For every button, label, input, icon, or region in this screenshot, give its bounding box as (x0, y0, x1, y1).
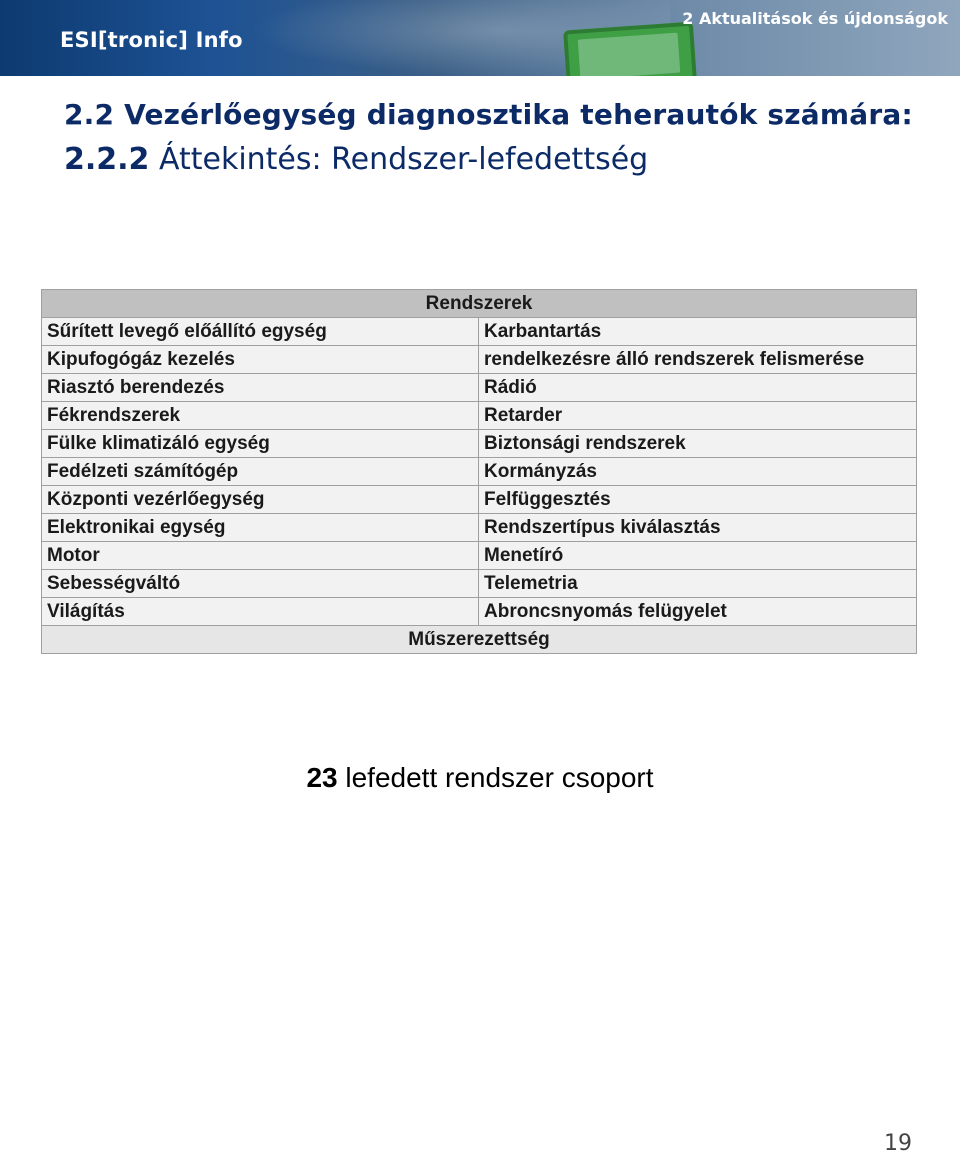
table-cell: Rendszertípus kiválasztás (479, 514, 917, 542)
subtitle-number: 2.2.2 (64, 142, 150, 177)
table-cell: Központi vezérlőegység (42, 486, 479, 514)
table-body (42, 318, 917, 626)
table-cell: Felfüggesztés (479, 486, 917, 514)
diagnostic-device-image (563, 22, 697, 76)
table-row (42, 570, 917, 598)
header-banner (0, 0, 960, 76)
page-subtitle (64, 142, 648, 177)
table-header-row (42, 290, 917, 318)
table-row (42, 346, 917, 374)
table-cell: Motor (42, 542, 479, 570)
table-row (42, 430, 917, 458)
table-row (42, 402, 917, 430)
table-header: Rendszerek (42, 290, 917, 318)
table-row (42, 514, 917, 542)
coverage-text: lefedett rendszer csoport (345, 762, 654, 793)
table-footer-row (42, 626, 917, 654)
table-row (42, 458, 917, 486)
table-footer: Műszerezettség (42, 626, 917, 654)
table-row (42, 486, 917, 514)
table-row (42, 318, 917, 346)
table-cell: Sebességváltó (42, 570, 479, 598)
table-cell: Riasztó berendezés (42, 374, 479, 402)
table-cell: Fékrendszerek (42, 402, 479, 430)
table-cell: Abroncsnyomás felügyelet (479, 598, 917, 626)
table-cell: Fedélzeti számítógép (42, 458, 479, 486)
table-cell: Karbantartás (479, 318, 917, 346)
table-cell: Rádió (479, 374, 917, 402)
systems-table (41, 289, 917, 654)
table-row (42, 542, 917, 570)
brand-title: ESI[tronic] Info (60, 28, 243, 52)
coverage-count: 23 (306, 762, 338, 793)
table-cell: Biztonsági rendszerek (479, 430, 917, 458)
coverage-summary (0, 762, 960, 794)
page-title: 2.2 Vezérlőegység diagnosztika teherautók számára: (64, 98, 913, 131)
section-title: 2 Aktualitások és újdonságok (682, 9, 948, 28)
table-cell: Kormányzás (479, 458, 917, 486)
table-cell: Retarder (479, 402, 917, 430)
table-cell: Fülke klimatizáló egység (42, 430, 479, 458)
table-cell: Világítás (42, 598, 479, 626)
table-cell: Elektronikai egység (42, 514, 479, 542)
table-cell: rendelkezésre álló rendszerek felismerése (479, 346, 917, 374)
table-cell: Telemetria (479, 570, 917, 598)
table-row (42, 374, 917, 402)
table-cell: Menetíró (479, 542, 917, 570)
table-cell: Kipufogógáz kezelés (42, 346, 479, 374)
subtitle-text: Áttekintés: Rendszer-lefedettség (158, 142, 649, 177)
table-row (42, 598, 917, 626)
table-cell: Sűrített levegő előállító egység (42, 318, 479, 346)
page-number: 19 (884, 1131, 912, 1156)
